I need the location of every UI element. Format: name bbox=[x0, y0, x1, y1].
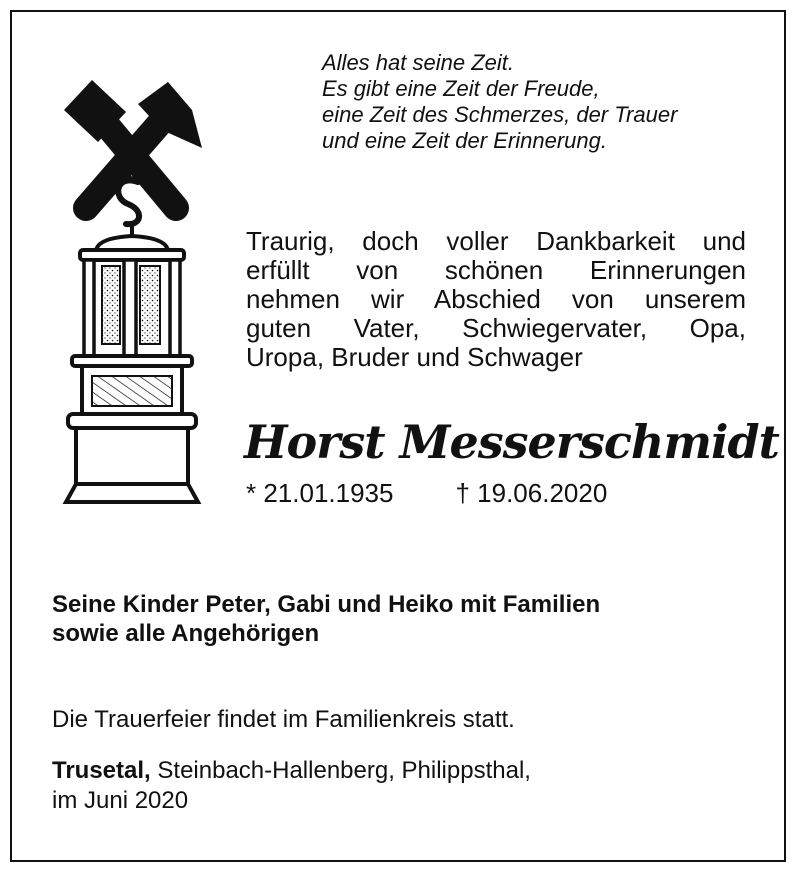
death-date: † 19.06.2020 bbox=[455, 478, 608, 508]
intro-text bbox=[246, 227, 746, 372]
motto-line: und eine Zeit der Erinnerung. bbox=[322, 128, 607, 153]
intro-line: erfüllt von schönen Erinnerungen bbox=[246, 255, 746, 285]
place-other-towns: Steinbach-Hallenberg, Philippsthal, bbox=[150, 757, 531, 784]
place-and-date bbox=[52, 756, 772, 816]
intro-line: Uropa, Bruder und Schwager bbox=[246, 342, 583, 372]
life-dates bbox=[246, 478, 607, 508]
place-line bbox=[52, 756, 772, 786]
birth-date: * 21.01.1935 bbox=[246, 478, 394, 508]
motto-line: eine Zeit des Schmerzes, der Trauer bbox=[322, 102, 678, 127]
intro-line: Traurig, doch voller Dankbarkeit und bbox=[246, 226, 746, 256]
motto-line: Es gibt eine Zeit der Freude, bbox=[322, 76, 600, 101]
intro-line: nehmen wir Abschied von unserem bbox=[246, 284, 746, 314]
motto-line: Alles hat seine Zeit. bbox=[322, 50, 514, 75]
intro-line: guten Vater, Schwiegervater, Opa, bbox=[246, 313, 746, 343]
mourners-line: sowie alle Angehörigen bbox=[52, 620, 320, 647]
hammer-and-pick-miners-lamp-icon bbox=[56, 74, 208, 510]
deceased-name: Horst Messerschmidt bbox=[244, 415, 779, 469]
mourners-list bbox=[52, 590, 772, 648]
notice-date: im Juni 2020 bbox=[52, 787, 189, 814]
motto-quote bbox=[322, 50, 762, 154]
miners-lamp-icon bbox=[66, 236, 198, 502]
funeral-note: Die Trauerfeier findet im Familienkreis statt. bbox=[52, 706, 515, 733]
place-town: Trusetal, bbox=[52, 757, 151, 784]
mourners-line: Seine Kinder Peter, Gabi und Heiko mit Familien bbox=[52, 591, 601, 618]
